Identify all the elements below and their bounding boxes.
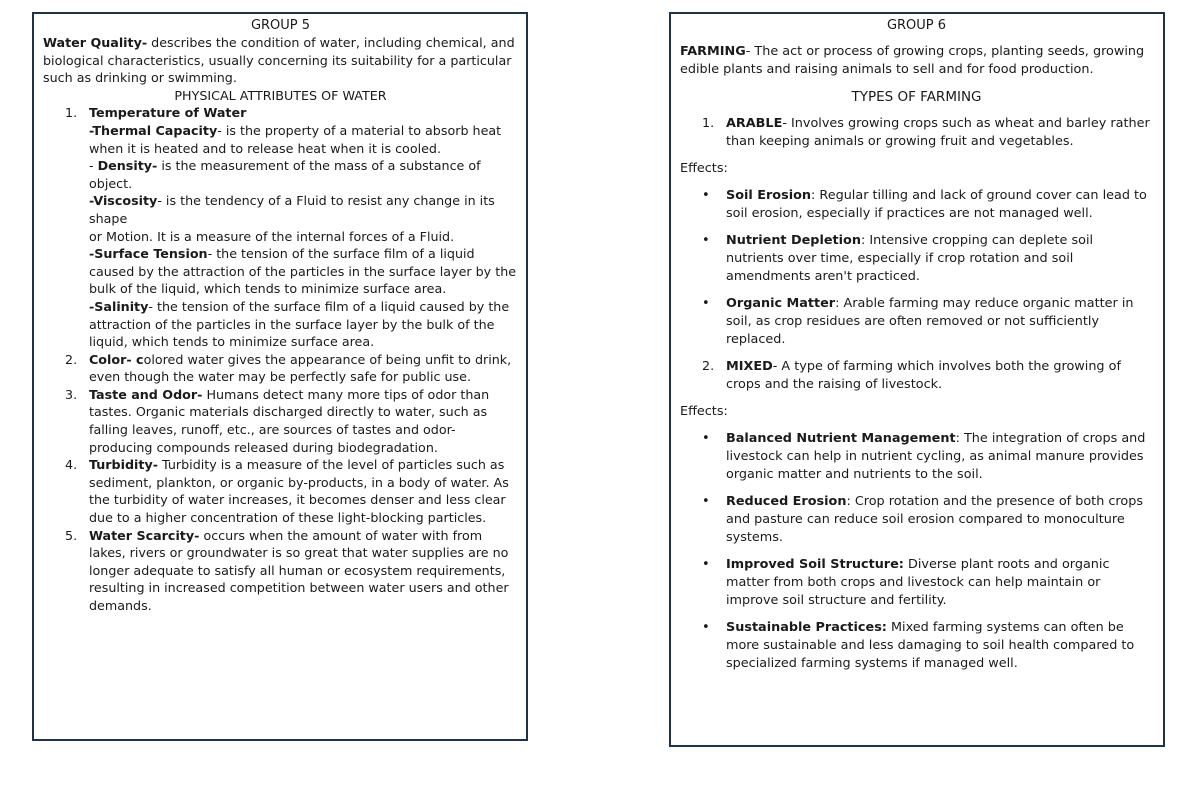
arable-effects-list: [680, 187, 1153, 349]
list-item: • Sustainable Practices: Mixed farming systems can often be more sustainable and less damaging to soil health compared to specialized farming systems if managed well.: [702, 620, 1135, 671]
bullet-icon: •: [702, 620, 710, 635]
group-5-card: [32, 12, 528, 741]
bullet-icon: •: [702, 296, 710, 311]
density: - Density- is the measurement of the mass of a substance of object.: [89, 158, 481, 191]
arable-item: 1. ARABLE- Involves growing crops such as wheat and barley rather than keeping animals or growing fruit and vegetables.: [702, 116, 1150, 149]
bullet-icon: •: [702, 233, 710, 248]
mixed-item: 2. MIXED- A type of farming which involves both the growing of crops and the raising of livestock.: [702, 359, 1121, 392]
list-item: • Reduced Erosion: Crop rotation and the presence of both crops and pasture can reduce soil erosion compared to monoculture systems.: [702, 494, 1144, 545]
surface-tension: -Surface Tension- the tension of the surface film of a liquid caused by the attraction of the particles in the surface layer by the bulk of the liquid, which tends to minimize surface area.: [89, 246, 517, 297]
farming-term: FARMING: [680, 44, 746, 59]
group-6-card: [669, 12, 1165, 747]
salinity: -Salinity- the tension of the surface film of a liquid caused by the attraction of the particles in the surface layer by the bulk of the liquid, which tends to minimize surface area.: [89, 298, 510, 350]
bullet-icon: •: [702, 188, 710, 203]
types-of-farming-heading: TYPES OF FARMING: [851, 89, 982, 105]
water-quality-definition: Water Quality- describes the condition of water, including chemical, and biological characteristics, usually concerning its suitability for a particular such as drinking or swimming.: [43, 35, 515, 86]
physical-attributes-list: [43, 104, 518, 614]
group-6-title: GROUP 6: [886, 18, 947, 33]
viscosity-continued: or Motion. It is a measure of the internal forces of a Fluid.: [89, 228, 455, 244]
bullet-icon: •: [702, 431, 710, 446]
thermal-capacity: -Thermal Capacity- is the property of a material to absorb heat when it is heated and to release heat when it is cooled.: [89, 122, 502, 156]
list-item-water-scarcity: 5. Water Scarcity- occurs when the amount of water with from lakes, rivers or groundwater is so great that water supplies are no longer adequate to satisfy all human or ecosystem requirements, resulting in increased competition between water users and other demands.: [65, 527, 509, 613]
farming-definition: FARMING- The act or process of growing crops, planting seeds, growing edible plants and raising animals to sell and for food production.: [680, 44, 1145, 77]
water-quality-term: Water Quality-: [43, 35, 148, 50]
effects-label-arable: Effects:: [680, 161, 728, 176]
bullet-icon: •: [702, 557, 710, 572]
list-item: • Nutrient Depletion: Intensive cropping can deplete soil nutrients over time, especially if crop rotation and soil amendments aren't practiced.: [702, 233, 1094, 284]
list-item-temperature: 1. Temperature of Water -Thermal Capacity- is the property of a material to absorb heat when it is heated and to release heat when it is cooled. - Density- is the measurement of the mass of a substance of object. -Viscosity- is the tendency of a Fluid to resist any change in its shape or Motion. It is a measure of the internal forces of a Fluid. -Surface Tension- the tension of the surface film of a liquid caused by the attraction of the particles in the surface layer by the bulk of the liquid, which tends to minimize surface area. -Salinity- the tension of the surface film of a liquid caused by the attraction of the particles in the surface layer by the bulk of the liquid, which tends to minimize surface area.: [65, 105, 517, 350]
temperature-title: Temperature of Water: [89, 105, 247, 121]
list-item: • Organic Matter: Arable farming may reduce organic matter in soil, as crop residues are often removed or not sufficiently replaced.: [702, 296, 1134, 347]
group-5-title: GROUP 5: [250, 18, 311, 33]
list-item-turbidity: 4. Turbidity- Turbidity is a measure of the level of particles such as sediment, plankton, or organic by-products, in a body of water. As the turbidity of water increases, it becomes denser and less clear due to a higher concentration of these light-blocking particles.: [65, 457, 509, 526]
list-item-taste-odor: 3. Taste and Odor- Humans detect many more tips of odor than tastes. Organic materials discharged directly to water, such as falling leaves, runoff, etc., are sources of tastes and odor- producing compounds released during biodegradation.: [65, 386, 490, 455]
list-item: • Soil Erosion: Regular tilling and lack of ground cover can lead to soil erosion, especially if practices are not managed well.: [702, 188, 1147, 221]
mixed-effects-list: [680, 430, 1153, 673]
viscosity: -Viscosity- is the tendency of a Fluid to resist any change in its shape: [89, 193, 495, 226]
list-item: • Balanced Nutrient Management: The integration of crops and livestock can help in nutrient cycling, as animal manure provides organic matter and nutrients to the soil.: [702, 431, 1146, 482]
effects-label-mixed: Effects:: [680, 404, 728, 419]
list-item-color: 2. Color- colored water gives the appearance of being unfit to drink, even though the water may be perfectly safe for public use.: [65, 351, 512, 385]
physical-attributes-heading: PHYSICAL ATTRIBUTES OF WATER: [174, 87, 387, 103]
bullet-icon: •: [702, 494, 710, 509]
list-item: • Improved Soil Structure: Diverse plant roots and organic matter from both crops and livestock can help maintain or improve soil structure and fertility.: [702, 557, 1110, 608]
